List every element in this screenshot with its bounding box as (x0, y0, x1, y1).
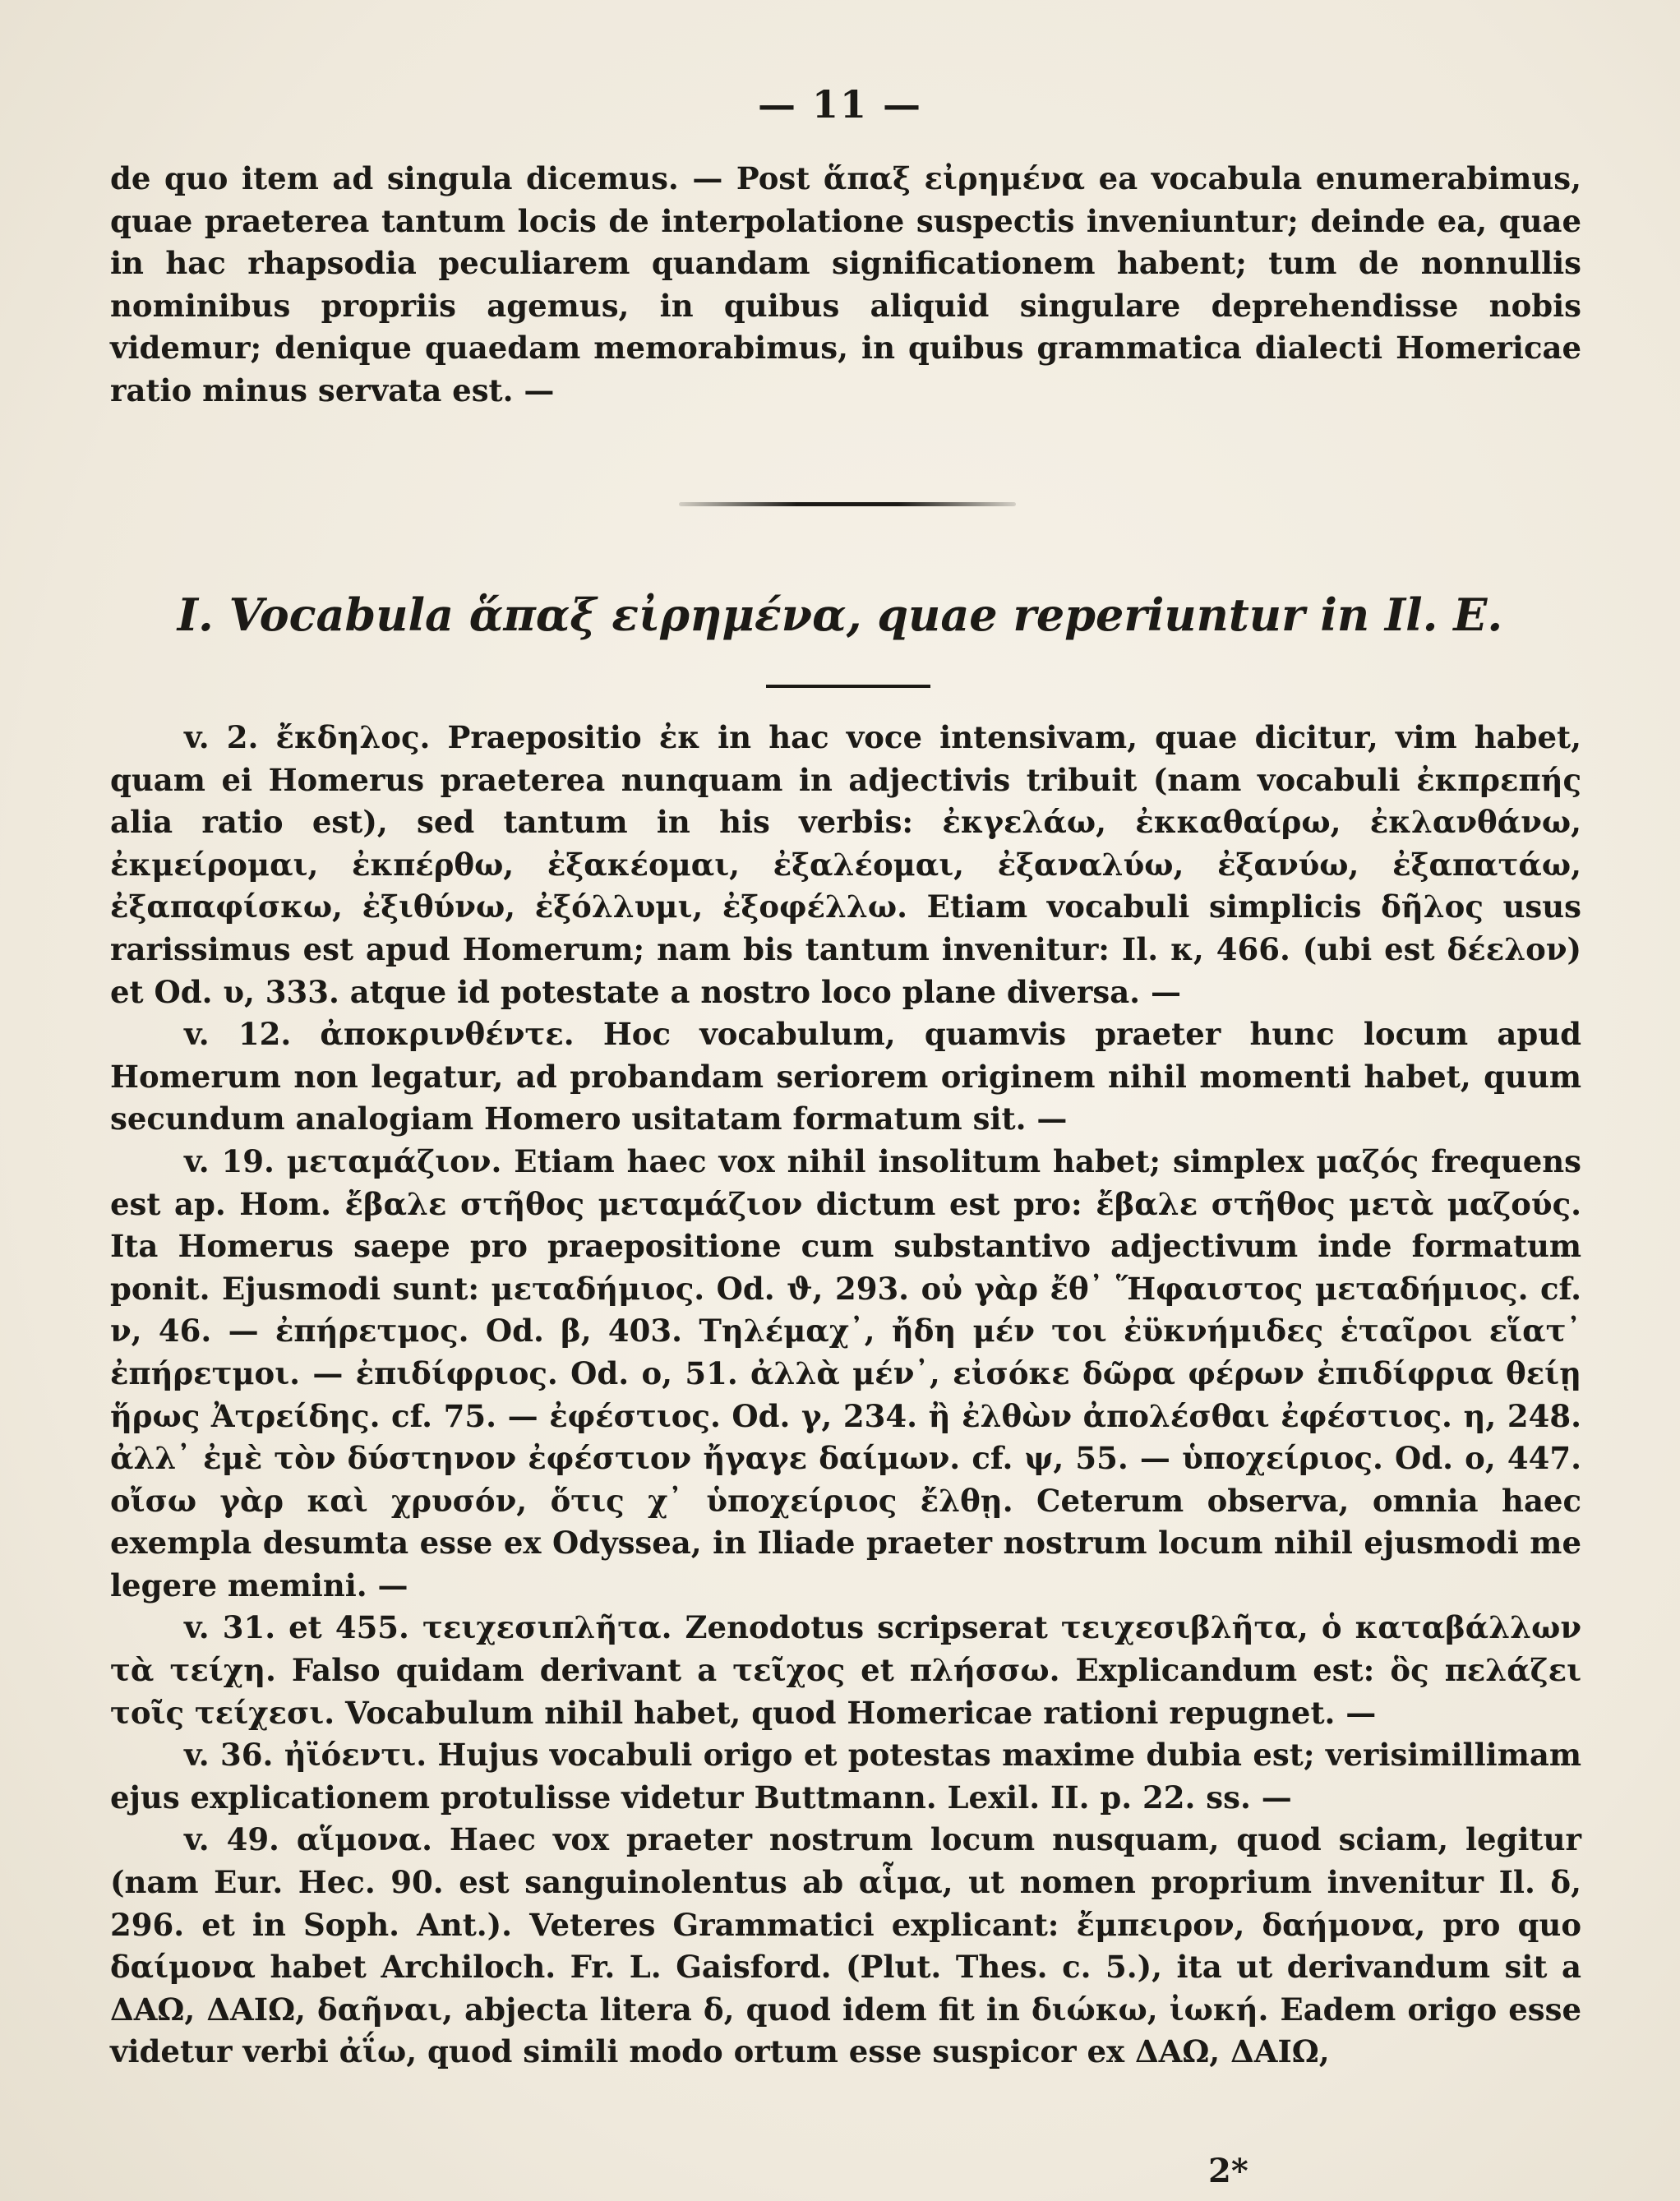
ornamental-rule (679, 502, 1016, 506)
entry-v31: v. 31. et 455. τειχεσιπλῆτα. Zenodotus scripserat τειχεσιβλῆτα, ὁ καταβάλλων τὰ τείχη. Falso quidam derivant a τεῖχος et πλήσσω. Explicandum est: ὃς πελάζει τοῖς τείχεσι. Vocabulum nihil habet, quod Homericae rationi repugnet. — (110, 1609, 1581, 1731)
entry-v19: v. 19. μεταμάζιον. Etiam haec vox nihil insolitum habet; simplex μαζός frequens est ap. Hom. ἔβαλε στῆθος μεταμάζιον dictum est pro: ἔβαλε στῆθος μετὰ μαζούς. Ita Homerus saepe pro praepositione cum substantivo adjectivum inde formatum ponit. Ejusmodi sunt: μεταδήμιος. Od. ϑ, 293. οὐ γὰρ ἔθ᾽ Ἥφαιστος μεταδήμιος. cf. ν, 46. — ἐπήρετμος. Od. β, 403. Τηλέμαχ᾽, ἤδη μέν τοι ἐϋκνήμιδες ἑταῖροι εἵατ᾽ ἐπήρετμοι. — ἐπιδίφριος. Od. ο, 51. ἀλλὰ μέν᾽, εἰσόκε δῶρα φέρων ἐπιδίφρια θείῃ ἥρως Ἀτρείδης. cf. 75. — ἐφέστιος. Od. γ, 234. ἢ ἐλθὼν ἀπολέσθαι ἐφέστιος. η, 248. ἀλλ᾽ ἐμὲ τὸν δύστηνον ἐφέστιον ἤγαγε δαίμων. cf. ψ, 55. — ὑποχείριος. Od. ο, 447. οἴσω γὰρ καὶ χρυσόν, ὅτις χ᾽ ὑποχείριος ἔλθῃ. Ceterum observa, omnia haec exempla desumta esse ex Odyssea, in Iliade praeter nostrum locum nihil ejusmodi me legere memini. — (110, 1142, 1581, 1603)
entry-v12: v. 12. ἀποκρινθέντε. Hoc vocabulum, quamvis praeter hunc locum apud Homerum non legatur, ad probandam seriorem originem nihil momenti habet, quum secundum analogiam Homero usitatam formatum sit. — (110, 1016, 1581, 1137)
entry-v49: v. 49. αἵμονα. Haec vox praeter nostrum locum nusquam, quod sciam, legitur (nam Eur. Hec. 90. est sanguinolentus ab αἷμα, ut nomen proprium invenitur Il. δ, 296. et in Soph. Ant.). Veteres Grammatici explicant: ἔμπειρον, δαήμονα, pro quo δαίμονα habet Archiloch. Fr. L. Gaisford. (Plut. Thes. c. 5.), ita ut derivandum sit a ΔΑΩ, ΔΑΙΩ, δαῆναι, abjecta litera δ, quod idem fit in διώκω, ἰωκή. Eadem origo esse videtur verbi ἀΐω, quod simili modo ortum esse suspicor ex ΔΑΩ, ΔΑΙΩ, (110, 1821, 1581, 2070)
page-number: — 11 — (757, 82, 923, 127)
heading-underline (766, 685, 930, 688)
intro-paragraph (110, 158, 1581, 413)
entry-v2: v. 2. ἔκδηλος. Praepositio ἐκ in hac voce intensivam, quae dicitur, vim habet, quam ei Homerus praeterea nunquam in adjectivis tribuit (nam vocabuli ἐκπρεπής alia ratio est), sed tantum in his verbis: ἐκγελάω, ἐκκαθαίρω, ἐκλανθάνω, ἐκμείρομαι, ἐκπέρθω, ἐξακέομαι, ἐξαλέομαι, ἐξαναλύω, ἐξανύω, ἐξαπατάω, ἐξαπαφίσκω, ἐξιθύνω, ἐξόλλυμι, ἐξοφέλλω. Etiam vocabuli simplicis δῆλος usus rarissimus est apud Homerum; nam bis tantum invenitur: Il. κ, 466. (ubi est δέελον) et Od. υ, 333. atque id potestate a nostro loco plane diversa. — (110, 719, 1581, 1010)
entries-list (110, 717, 1581, 2074)
entry-v36: v. 36. ἠϊόεντι. Hujus vocabuli origo et potestas maxime dubia est; verisimillimam ejus explicationem protulisse videtur Buttmann. Lexil. II. p. 22. ss. — (110, 1737, 1581, 1816)
intro-text: de quo item ad singula dicemus. — Post ἅπαξ εἰρημένα ea vocabula enumerabimus, quae praeterea tantum locis de interpolatione suspectis inveniuntur; deinde ea, quae in hac rhapsodia peculiarem quandam significationem habent; tum de nonnullis nominibus propriis agemus, in quibus aliquid singulare deprehendisse nobis videmur; denique quaedam memorabimus, in quibus grammatica dialecti Homericae ratio minus servata est. — (110, 160, 1581, 408)
section-heading: I. Vocabula ἅπαξ εἰρημένα, quae reperiuntur in Il. E. (177, 588, 1503, 641)
signature-mark: 2* (1208, 2152, 1248, 2190)
